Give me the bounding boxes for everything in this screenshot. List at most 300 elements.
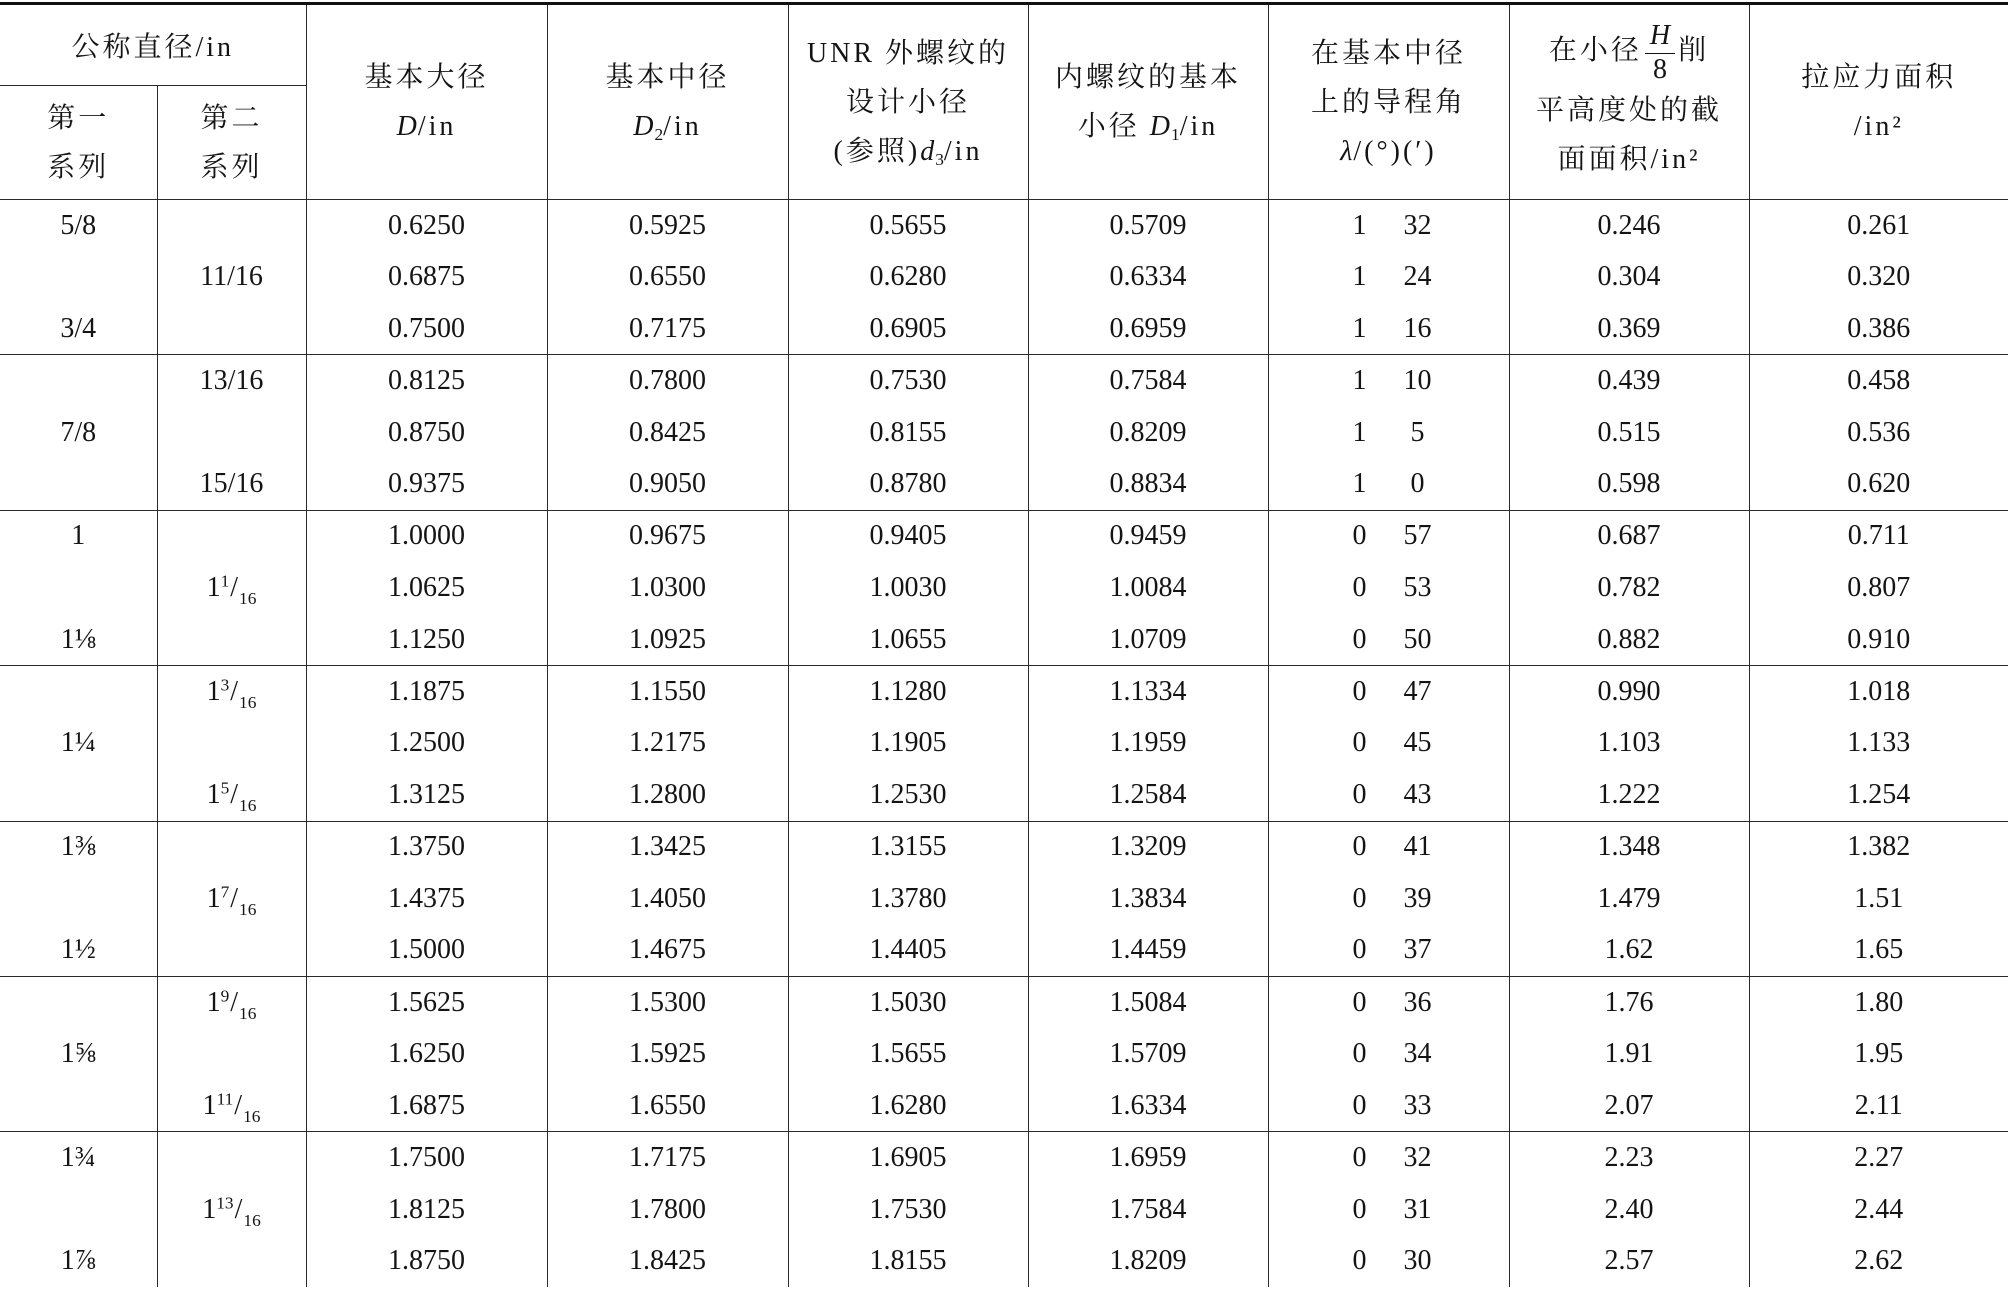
first-series-cell [0,1080,157,1132]
table-row [0,1132,2008,1184]
fraction-denominator: 16 [239,692,257,712]
symbol-subscript: 2 [654,125,664,145]
internal-minor-diameter-cell: 1.1334 [1028,666,1268,718]
unr-minor-diameter-cell: 1.0655 [788,614,1028,666]
row-group [0,510,2008,665]
fraction-denominator: 16 [239,795,257,815]
fraction-numerator: 13 [216,1192,234,1212]
fraction-numerator: 11 [216,1089,234,1109]
basic-major-diameter-cell: 1.7500 [306,1132,547,1184]
internal-minor-diameter-cell: 0.6959 [1028,303,1268,355]
first-series-cell: 7/8 [60,416,97,448]
row-group [0,821,2008,976]
table-row [0,458,2008,510]
section-area-cell: 0.369 [1509,303,1749,355]
basic-pitch-diameter-cell: 1.5300 [547,976,788,1028]
basic-pitch-diameter-cell: 0.7175 [547,303,788,355]
basic-pitch-diameter-cell: 1.2175 [547,717,788,769]
tensile-stress-area-cell: 0.320 [1749,251,2008,303]
header-nominal-diameter: 公称直径/in [0,4,306,86]
fraction-denominator: 16 [239,899,257,919]
lead-angle-degrees: 0 [1352,623,1367,655]
first-series-cell: 5/8 [60,209,97,241]
fraction-slash: / [234,1193,243,1225]
internal-minor-diameter-cell: 1.0084 [1028,562,1268,614]
table-row [0,769,2008,821]
thread-dimension-table [0,2,2008,1287]
table-row [0,510,2008,562]
lead-angle-cell [1268,200,1509,252]
unr-minor-diameter-cell: 1.6905 [788,1132,1028,1184]
basic-pitch-diameter-cell: 1.3425 [547,821,788,873]
first-series-cell [0,769,157,821]
lead-angle-degrees: 0 [1352,1193,1367,1225]
internal-minor-diameter-cell: 1.1959 [1028,717,1268,769]
lead-angle-minutes: 34 [1403,1038,1432,1070]
first-series-cell: 1½ [0,925,157,977]
basic-pitch-diameter-cell: 1.4050 [547,873,788,925]
fraction-numerator: 3 [220,675,230,695]
lead-angle-cell [1268,355,1509,407]
fraction-denominator: 16 [239,588,257,608]
header-row [0,4,2008,86]
lead-angle-degrees: 0 [1352,1038,1367,1070]
basic-pitch-diameter-cell: 0.8425 [547,407,788,459]
header-text: 内螺纹的基本 [1054,62,1241,93]
first-series-cell: 1⅛ [0,614,157,666]
basic-pitch-diameter-cell: 1.7800 [547,1184,788,1236]
unr-minor-diameter-cell: 0.5655 [788,200,1028,252]
second-series-cell [157,200,306,252]
second-series-cell [157,1080,306,1132]
second-series-cell [157,1184,306,1236]
table-row [0,1080,2008,1132]
unr-minor-diameter-cell: 0.7530 [788,355,1028,407]
tensile-stress-area-cell: 0.620 [1749,458,2008,510]
header-unit-line: /in² [1853,111,1904,142]
internal-minor-diameter-cell: 1.3834 [1028,873,1268,925]
header-text: 设计小径 [845,86,970,118]
header-second-series [157,86,306,200]
second-series-cell [157,925,306,977]
first-series-cell [0,562,157,614]
lead-angle-minutes: 53 [1403,571,1432,603]
header-text: 基本大径 [364,62,489,93]
table-row [0,1028,2008,1080]
second-series-cell [157,769,306,821]
first-series-cell: 1⅝ [60,1038,96,1070]
lead-angle-cell [1268,1235,1509,1287]
lead-angle-minutes: 5 [1410,416,1425,448]
second-series-cell [157,976,306,1028]
lead-angle-cell [1268,769,1509,821]
section-area-cell: 0.304 [1509,251,1749,303]
basic-pitch-diameter-cell: 0.9050 [547,458,788,510]
lead-angle-minutes: 43 [1403,778,1432,810]
header-text: (参照) [833,135,921,167]
unr-minor-diameter-cell: 1.8155 [788,1235,1028,1287]
basic-major-diameter-cell: 1.1875 [306,666,547,718]
lead-angle-degrees: 0 [1352,571,1367,603]
internal-minor-diameter-cell: 1.6334 [1028,1080,1268,1132]
unit-text: /in [417,111,457,142]
tensile-stress-area-cell: 0.910 [1749,614,2008,666]
internal-minor-diameter-cell: 0.5709 [1028,200,1268,252]
unr-minor-diameter-cell: 0.6280 [788,251,1028,303]
section-area-cell: 1.103 [1509,717,1749,769]
symbol: λ [1340,135,1354,167]
header-text: 平高度处的截 [1535,94,1722,126]
lead-angle-degrees: 1 [1352,261,1367,293]
header-unit-line [307,102,547,151]
first-series-cell [0,355,157,407]
section-area-cell: 1.479 [1509,873,1749,925]
section-area-cell: 0.990 [1509,666,1749,718]
fraction-whole: 1 [206,882,221,914]
section-area-cell: 0.246 [1509,200,1749,252]
first-series-cell [0,251,157,303]
fraction-numerator: 5 [220,778,230,798]
table-row [0,717,2008,769]
section-area-cell: 2.57 [1509,1235,1749,1287]
table-row [0,666,2008,718]
second-series-cell: 11/16 [157,251,306,303]
basic-major-diameter-cell: 0.8750 [306,407,547,459]
section-area-cell: 2.23 [1509,1132,1749,1184]
tensile-stress-area-cell: 1.018 [1749,666,2008,718]
header-unit-line [548,102,788,151]
fraction-denominator: 16 [239,1003,257,1023]
first-series-cell [0,458,157,510]
second-series-cell [157,1132,306,1184]
fraction-numerator: 1 [220,571,230,591]
internal-minor-diameter-cell: 1.5084 [1028,976,1268,1028]
fraction-h-over-8 [1645,20,1675,85]
header-internal-basic-minor-diameter [1028,4,1268,200]
row-group [0,976,2008,1131]
header-text: 系列 [47,151,110,183]
table-row [0,1235,2008,1287]
second-series-cell [157,717,306,769]
basic-pitch-diameter-cell: 1.1550 [547,666,788,718]
fraction-whole: 1 [206,571,221,603]
basic-pitch-diameter-cell: 1.8425 [547,1235,788,1287]
header-text: 基本中径 [605,62,730,93]
basic-pitch-diameter-cell: 1.6550 [547,1080,788,1132]
lead-angle-minutes: 30 [1403,1245,1432,1277]
section-area-cell: 0.882 [1509,614,1749,666]
section-area-cell: 1.91 [1509,1028,1749,1080]
tensile-stress-area-cell: 1.80 [1749,976,2008,1028]
basic-pitch-diameter-cell: 1.0925 [547,614,788,666]
mixed-fraction [206,675,257,712]
first-series-cell: 1⅜ [60,831,96,863]
unr-minor-diameter-cell: 1.3155 [788,821,1028,873]
basic-major-diameter-cell: 1.0000 [306,510,547,562]
header-text: 面面积/in² [1557,143,1701,175]
table-row [0,562,2008,614]
unit-text: /(°)(′) [1353,135,1437,167]
second-series-cell [157,873,306,925]
row-group [0,200,2008,355]
header-text: UNR 外螺纹的 [806,37,1010,69]
table-row [0,873,2008,925]
mixed-fraction [202,1192,261,1230]
unr-minor-diameter-cell: 1.5030 [788,976,1028,1028]
internal-minor-diameter-cell: 1.5709 [1028,1028,1268,1080]
section-area-cell: 0.687 [1509,510,1749,562]
row-group [0,666,2008,821]
unr-minor-diameter-cell: 1.1280 [788,666,1028,718]
lead-angle-minutes: 39 [1403,882,1432,914]
table-row [0,303,2008,355]
lead-angle-minutes: 24 [1403,261,1432,293]
second-series-cell [157,562,306,614]
header-text: 削 [1678,35,1710,67]
fraction-denominator: 8 [1652,53,1667,85]
first-series-cell: 1¾ [60,1141,96,1173]
fraction-whole: 1 [206,675,221,707]
tensile-stress-area-cell: 0.386 [1749,303,2008,355]
internal-minor-diameter-cell: 1.6959 [1028,1132,1268,1184]
header-text: 拉应力面积 [1801,62,1957,93]
second-series-cell [157,407,306,459]
second-series-cell [157,666,306,718]
lead-angle-degrees: 0 [1352,1141,1367,1173]
unit-text: /in [663,111,702,142]
tensile-stress-area-cell: 2.27 [1749,1132,2008,1184]
basic-pitch-diameter-cell: 0.7800 [547,355,788,407]
unr-minor-diameter-cell: 1.3780 [788,873,1028,925]
internal-minor-diameter-cell: 1.0709 [1028,614,1268,666]
lead-angle-cell [1268,562,1509,614]
internal-minor-diameter-cell: 0.8209 [1028,407,1268,459]
unr-minor-diameter-cell: 1.0030 [788,562,1028,614]
lead-angle-minutes: 50 [1403,623,1432,655]
basic-pitch-diameter-cell: 0.6550 [547,251,788,303]
second-series-cell [157,510,306,562]
tensile-stress-area-cell: 1.65 [1749,925,2008,977]
lead-angle-cell [1268,873,1509,925]
lead-angle-minutes: 32 [1403,1141,1432,1173]
first-series-cell [0,666,157,718]
second-series-cell [157,821,306,873]
lead-angle-cell [1268,251,1509,303]
table-row [0,821,2008,873]
basic-pitch-diameter-cell: 0.5925 [547,200,788,252]
unr-minor-diameter-cell: 1.7530 [788,1184,1028,1236]
lead-angle-minutes: 41 [1403,831,1432,863]
fraction-whole: 1 [206,778,221,810]
fraction-whole: 1 [202,1193,217,1225]
header-first-series [0,86,157,200]
first-series-cell [0,976,157,1028]
internal-minor-diameter-cell: 0.9459 [1028,510,1268,562]
tensile-stress-area-cell: 0.807 [1749,562,2008,614]
unr-minor-diameter-cell: 0.6905 [788,303,1028,355]
row-group [0,355,2008,510]
section-area-cell: 1.348 [1509,821,1749,873]
basic-pitch-diameter-cell: 1.4675 [547,925,788,977]
tensile-stress-area-cell: 0.458 [1749,355,2008,407]
basic-major-diameter-cell: 1.8125 [306,1184,547,1236]
lead-angle-degrees: 0 [1352,934,1367,966]
first-series-cell [0,873,157,925]
lead-angle-cell [1268,666,1509,718]
fraction-slash: / [234,1089,243,1121]
section-area-cell: 0.439 [1509,355,1749,407]
first-series-cell: 1¼ [60,727,96,759]
header-text: 小径 [1077,111,1150,142]
basic-major-diameter-cell: 0.6875 [306,251,547,303]
lead-angle-degrees: 1 [1352,209,1367,241]
lead-angle-degrees: 0 [1352,520,1367,552]
mixed-fraction [206,778,257,815]
lead-angle-minutes: 37 [1403,934,1432,966]
basic-pitch-diameter-cell: 0.9675 [547,510,788,562]
table-row [0,614,2008,666]
tensile-stress-area-cell: 1.95 [1749,1028,2008,1080]
symbol: D [396,111,418,142]
lead-angle-cell [1268,717,1509,769]
table-row [0,200,2008,252]
fraction-whole: 1 [206,986,221,1018]
table-row [0,251,2008,303]
basic-major-diameter-cell: 1.3750 [306,821,547,873]
tensile-stress-area-cell: 0.711 [1749,510,2008,562]
internal-minor-diameter-cell: 1.8209 [1028,1235,1268,1287]
lead-angle-minutes: 57 [1403,520,1432,552]
symbol: D [633,111,655,142]
basic-pitch-diameter-cell: 1.0300 [547,562,788,614]
header-unr-design-minor-diameter [788,4,1028,200]
unit-text: /in [1179,111,1219,142]
table-row [0,925,2008,977]
tensile-stress-area-cell: 0.536 [1749,407,2008,459]
basic-major-diameter-cell: 1.6875 [306,1080,547,1132]
fraction-numerator: 9 [220,986,230,1006]
lead-angle-degrees: 0 [1352,831,1367,863]
section-area-cell: 1.222 [1509,769,1749,821]
lead-angle-cell [1268,1028,1509,1080]
lead-angle-degrees: 0 [1352,882,1367,914]
header-text: 第二 [200,102,263,134]
lead-angle-minutes: 0 [1410,468,1425,500]
header-lead-angle [1268,4,1509,200]
header-text: 在基本中径 [1310,37,1466,69]
unr-minor-diameter-cell: 1.1905 [788,717,1028,769]
lead-angle-degrees: 1 [1352,312,1367,344]
basic-pitch-diameter-cell: 1.5925 [547,1028,788,1080]
fraction-denominator: 16 [243,1210,261,1230]
header-unit-line [1029,102,1268,151]
lead-angle-cell [1268,458,1509,510]
second-series-cell [157,303,306,355]
fraction-slash: / [230,882,239,914]
fraction-numerator: H [1645,20,1675,53]
fraction-numerator: 7 [220,882,230,902]
mixed-fraction [206,986,257,1023]
tensile-stress-area-cell: 2.62 [1749,1235,2008,1287]
tensile-stress-area-cell: 2.11 [1749,1080,2008,1132]
section-area-cell: 1.76 [1509,976,1749,1028]
basic-major-diameter-cell: 1.3125 [306,769,547,821]
fraction-slash: / [230,675,239,707]
basic-major-diameter-cell: 0.8125 [306,355,547,407]
symbol: D [1149,111,1171,142]
lead-angle-cell [1268,407,1509,459]
lead-angle-minutes: 45 [1403,727,1432,759]
section-area-cell: 0.782 [1509,562,1749,614]
unr-minor-diameter-cell: 1.6280 [788,1080,1028,1132]
header-unit-line [789,127,1028,176]
internal-minor-diameter-cell: 1.4459 [1028,925,1268,977]
first-series-cell: 3/4 [0,303,157,355]
internal-minor-diameter-cell: 0.7584 [1028,355,1268,407]
lead-angle-cell [1268,1080,1509,1132]
table-row [0,976,2008,1028]
symbol-subscript: 1 [1171,125,1180,145]
basic-major-diameter-cell: 0.6250 [306,200,547,252]
mixed-fraction [206,571,257,608]
fraction-whole: 1 [202,1089,217,1121]
lead-angle-minutes: 10 [1403,365,1432,397]
second-series-cell [157,614,306,666]
internal-minor-diameter-cell: 0.8834 [1028,458,1268,510]
fraction-denominator: 16 [243,1106,261,1126]
lead-angle-cell [1268,614,1509,666]
unr-minor-diameter-cell: 0.8780 [788,458,1028,510]
lead-angle-cell [1268,925,1509,977]
internal-minor-diameter-cell: 1.7584 [1028,1184,1268,1236]
symbol-subscript: 3 [935,149,944,169]
tensile-stress-area-cell: 2.44 [1749,1184,2008,1236]
header-text: 系列 [200,151,263,183]
basic-major-diameter-cell: 1.5625 [306,976,547,1028]
mixed-fraction [206,882,257,919]
symbol: d [920,135,936,167]
fraction-slash: / [230,986,239,1018]
header-text: 在小径 [1548,35,1642,67]
lead-angle-cell [1268,1132,1509,1184]
lead-angle-degrees: 0 [1352,1245,1367,1277]
table-row [0,407,2008,459]
lead-angle-cell [1268,510,1509,562]
unr-minor-diameter-cell: 0.9405 [788,510,1028,562]
lead-angle-minutes: 47 [1403,675,1432,707]
second-series-cell [157,1235,306,1287]
second-series-cell [157,1028,306,1080]
tensile-stress-area-cell: 1.133 [1749,717,2008,769]
lead-angle-degrees: 0 [1352,1089,1367,1121]
internal-minor-diameter-cell: 1.3209 [1028,821,1268,873]
table-header [0,4,2008,200]
header-section-area [1509,4,1749,200]
basic-major-diameter-cell: 1.8750 [306,1235,547,1287]
header-basic-pitch-diameter [547,4,788,200]
tensile-stress-area-cell: 1.254 [1749,769,2008,821]
lead-angle-minutes: 16 [1403,312,1432,344]
lead-angle-cell [1268,976,1509,1028]
lead-angle-degrees: 0 [1352,778,1367,810]
second-series-cell: 15/16 [157,458,306,510]
first-series-cell [0,1184,157,1236]
section-area-cell: 2.40 [1509,1184,1749,1236]
basic-major-diameter-cell: 1.4375 [306,873,547,925]
first-series-cell: 1⅞ [60,1245,96,1277]
basic-major-diameter-cell: 1.1250 [306,614,547,666]
first-series-cell: 1 [71,520,86,552]
